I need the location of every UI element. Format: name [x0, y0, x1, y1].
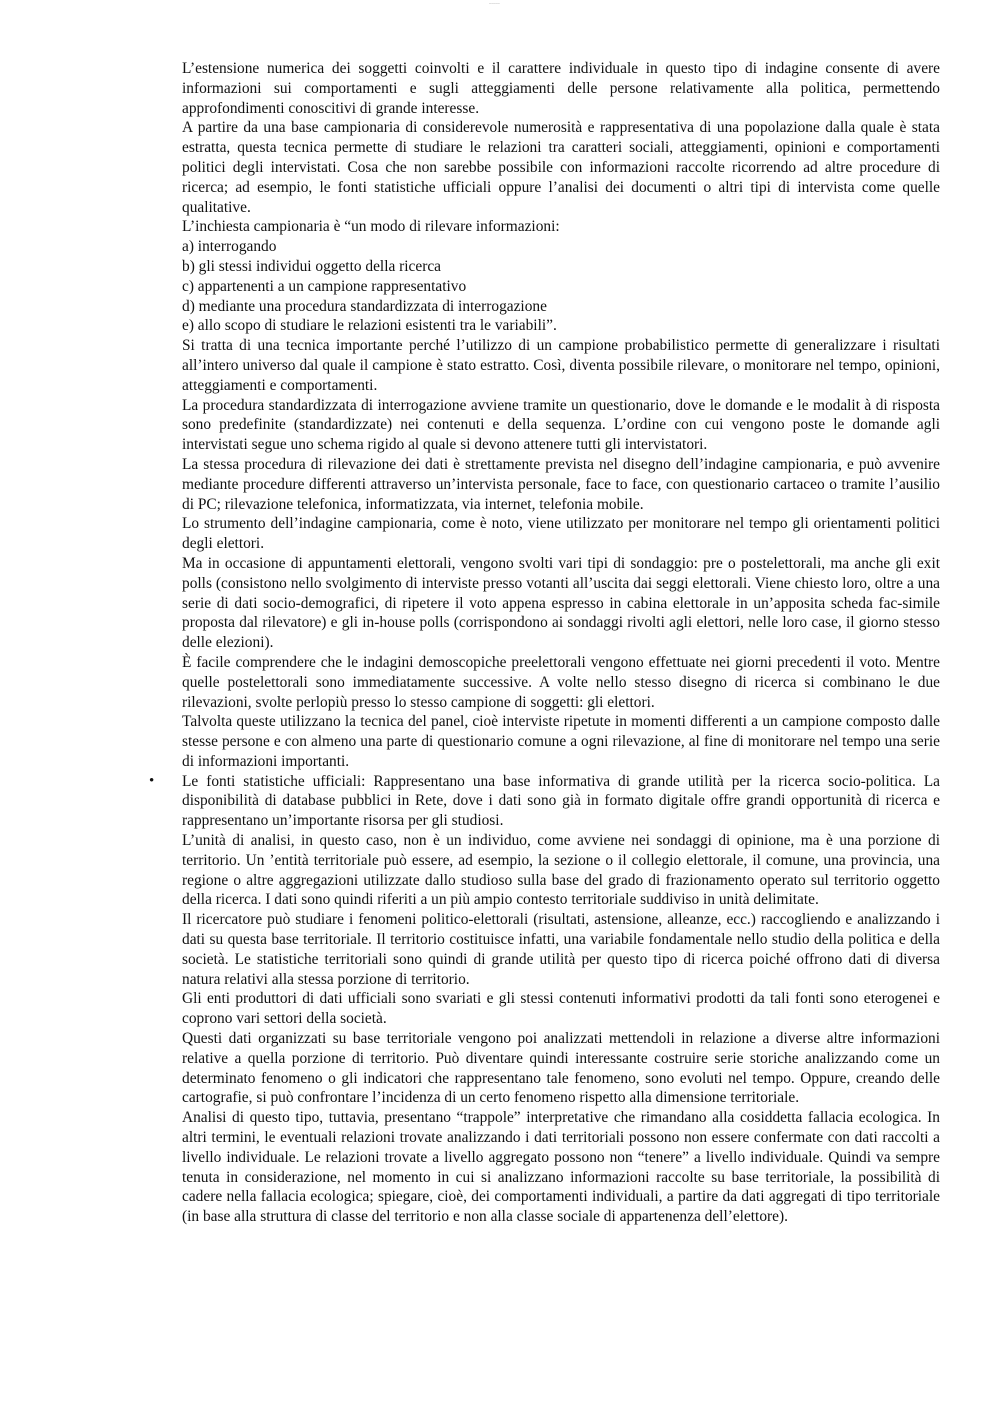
survey-list-item-d: d) mediante una procedura standardizzata di interrogazione [182, 297, 547, 315]
survey-paragraph-10: Talvolta queste utilizzano la tecnica del panel, cioè interviste ripetute in momenti differenti a un campione composto dalle stesse persone e con almeno una parte di questionario comune a ogni rilevazione, al fine di monitorare nel tempo una serie di informazioni importanti. [182, 713, 940, 770]
official-paragraph-6: Analisi di questo tipo, tuttavia, presentano “trappole” interpretative che rimandano alla cosiddetta fallacia ecologica. In altri termini, le eventuali relazioni trovate analizzando i dati territoriali possono non essere confermate con dati raccolti a livello individuale. Le relazioni trovate a livello aggregato possono non “tenere” a livello individuale. Quindi va sempre tenuta in considerazione, nel momento in cui si analizzano informazioni raccolte su base territoriale, la possibilità di cadere nella fallacia ecologica; spiegare, cioè, dei comportamenti individuali, a partire da dati aggregati di tipo territoriale (in base alla struttura di classe del territorio e non alla classe sociale di appartenenza dell’elettore). [182, 1109, 940, 1226]
page-header-mark: _____ [489, 0, 500, 4]
survey-paragraph-8: Ma in occasione di appuntamenti elettorali, vengono svolti vari tipi di sondaggio: pre o postelettorali, ma anche gli exit polls (consistono nello svolgimento di interviste presso votanti all’uscita dai seggi elettorali. Viene chiesto loro, oltre a una serie di dati socio-demografici, di ripetere il voto appena espresso in cabina elettorale in un’apposita scheda fac-simile proposta dal rilevatore) e gli in-house polls (corrispondono ai sondaggi rivolti agli elettori, nelle loro case, il giorno stesso delle elezioni). [182, 554, 940, 652]
document-body [149, 59, 940, 1227]
survey-list-item-a: a) interrogando [182, 238, 277, 256]
survey-list-item-b: b) gli stessi individui oggetto della ricerca [182, 257, 442, 275]
survey-paragraph-1: L’estensione numerica dei soggetti coinvolti e il carattere individuale in questo tipo di indagine consente di avere informazioni sui comportamenti e sugli atteggiamenti delle persone relativamente alla politica, permettendo approfondimenti conoscitivi di grande interesse. [182, 60, 940, 117]
survey-list-item-c: c) appartenenti a un campione rappresentativo [182, 277, 467, 295]
survey-paragraph-5: La procedura standardizzata di interrogazione avviene tramite un questionario, dove le domande e le modalit à di risposta sono predefinite (standardizzate) nei contenuti e della sequenza. L’ordine con cui vengono poste le domande agli intervistati segue uno schema rigido al quale si devono attenere tutti gli intervistatori. [182, 396, 940, 454]
official-paragraph-1: Le fonti statistiche ufficiali: Rappresentano una base informativa di grande utilità per la ricerca socio-politica. La disponibilità di database pubblici in Rete, dove i dati sono già in formato digitale offre grandi opportunità di ricerca e rappresentano un’importante risorsa per gli studiosi. [182, 772, 940, 830]
bullet-marker: • [149, 772, 155, 789]
official-paragraph-4: Gli enti produttori di dati ufficiali sono svariati e gli stessi contenuti informativi prodotti da tali fonti sono eterogenei e coprono vari settori della società. [182, 990, 940, 1028]
survey-paragraph-6: La stessa procedura di rilevazione dei dati è strettamente prevista nel disegno dell’indagine campionaria, e può avvenire mediante procedure differenti attraverso un’intervista personale, face to face, con questionario cartaceo o tramite l’ausilio di PC; rilevazione telefonica, informatizzata, via internet, telefonia mobile. [182, 455, 940, 513]
survey-paragraph-4: Si tratta di una tecnica importante perché l’utilizzo di un campione probabilistico permette di generalizzare i risultati all’intero universo dal quale il campione è stato estratto. Così, diventa possibile rilevare, o monitorare nel tempo, opinioni, atteggiamenti e comportamenti. [182, 337, 940, 394]
official-paragraph-5: Questi dati organizzati su base territoriale vengono poi analizzati mettendoli in relazione a diverse altre informazioni relative a quella porzione di territorio. Può diventare quindi interessante costruire serie storiche analizzando come un determinato fenomeno o gli indicatori che rappresentano tale fenomeno, sono evoluti nel tempo. Oppure, creando delle cartografie, si può confrontare l’incidenza di un certo fenomeno rispetto alla dimensione territoriale. [182, 1030, 940, 1107]
official-sources-bullet-item [149, 772, 940, 831]
survey-paragraph-3: L’inchiesta campionaria è “un modo di rilevare informazioni: [182, 218, 560, 236]
survey-list-item-e: e) allo scopo di studiare le relazioni esistenti tra le variabili”. [182, 317, 557, 335]
survey-paragraph-7: Lo strumento dell’indagine campionaria, come è noto, viene utilizzato per monitorare nel tempo gli orientamenti politici degli elettori. [182, 515, 940, 553]
official-paragraph-2: L’unità di analisi, in questo caso, non è un individuo, come avviene nei sondaggi di opinione, ma è una porzione di territorio. Un ’entità territoriale può essere, ad esempio, la sezione o il collegio elettorale, il comune, una provincia, una regione o altre aggregazioni utilizzate dallo studioso sulla base del grado di frazionamento operato sul territorio oggetto della ricerca. I dati sono quindi riferiti a un più ampio contesto territoriale suddiviso in unità delimitate. [182, 832, 940, 909]
survey-paragraph-2: A partire da una base campionaria di considerevole numerosità e rappresentativa di una popolazione dalla quale è stata estratta, questa tecnica permette di studiare le relazioni tra caratteri sociali, atteggiamenti, opinioni e comportamenti politici degli intervistati. Cosa che non sarebbe possibile con informazioni raccolte ricorrendo ad altre procedure di ricerca; ad esempio, le fonti statistiche ufficiali oppure l’analisi dei documenti o altri tipi di intervista come quelle qualitative. [182, 119, 940, 216]
official-paragraph-3: Il ricercatore può studiare i fenomeni politico-elettorali (risultati, astensione, alleanze, ecc.) raccogliendo e analizzando i dati su questa base territoriale. Il territorio costituisce infatti, una variabile fondamentale nello studio della politica e della società. Le statistiche territoriali sono quindi di grande utilità per questo tipo di ricerca poiché offrono dati di diversa natura relativi alla stessa porzione di territorio. [182, 911, 940, 988]
survey-paragraph-9: È facile comprendere che le indagini demoscopiche preelettorali vengono effettuate nei giorni precedenti il voto. Mentre quelle postelettorali sono immediatamente successive. A volte nello stesso disegno di ricerca si combinano le due rilevazioni, svolte perlopiù presso lo stesso campione di soggetti: gli elettori. [182, 653, 940, 711]
